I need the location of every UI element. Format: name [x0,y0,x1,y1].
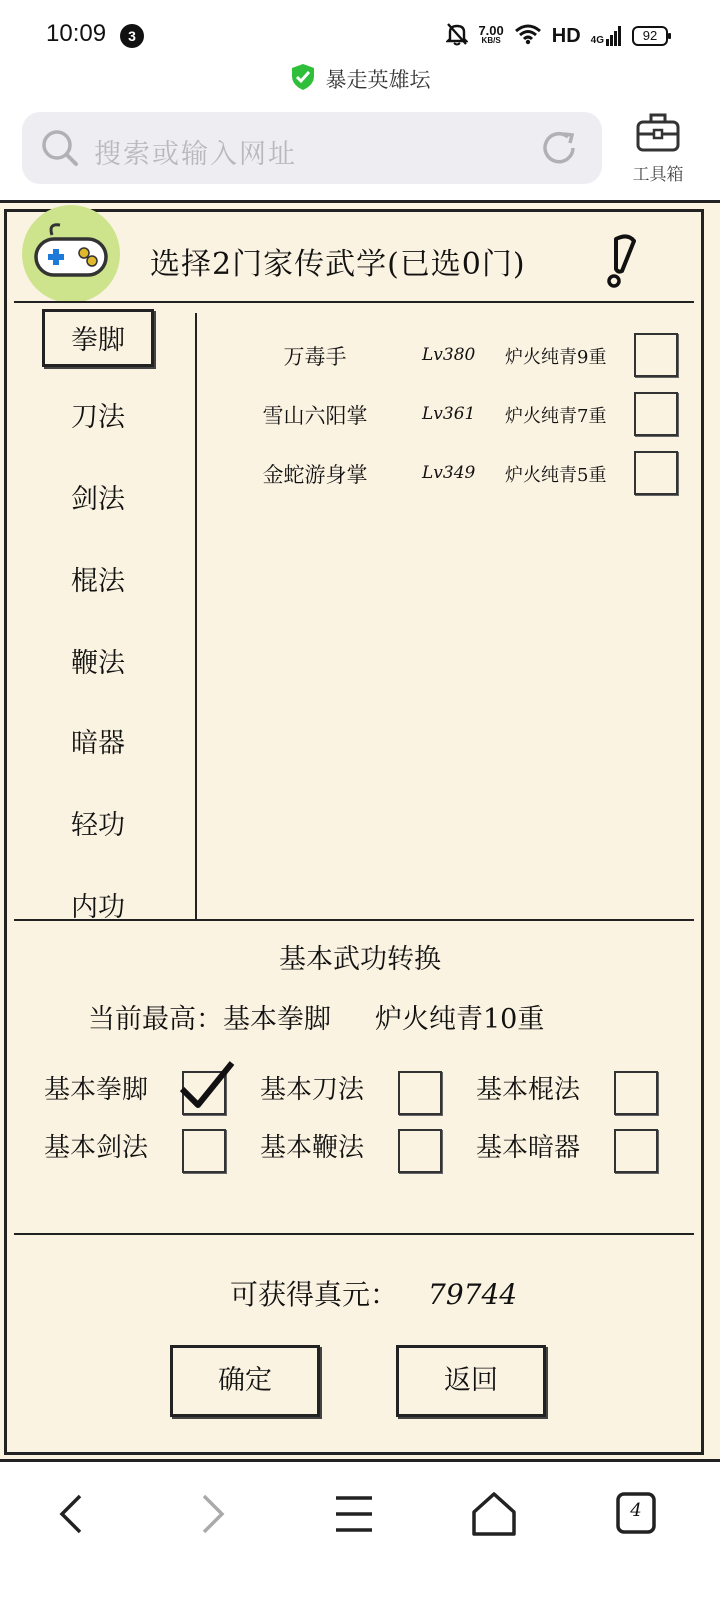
reward-label: 可获得真元： [230,1278,399,1311]
skill-name: 万毒手 [283,345,347,369]
skill-rank: 炉火纯青5重 [505,465,607,486]
category-tab-qinggong[interactable]: 轻功 [71,810,125,841]
menu-icon[interactable] [332,1490,376,1542]
gamepad-icon [22,288,120,307]
basic-option-checkbox[interactable] [182,1071,226,1115]
basic-option-checkbox[interactable] [614,1071,658,1115]
category-tab-daofa[interactable]: 刀法 [71,402,125,433]
category-tab-jianfa[interactable]: 剑法 [71,484,125,515]
status-icons [446,22,668,50]
network-speed: 7.00 KB/S [478,23,504,45]
list-divider [14,919,694,921]
category-tab-anqi[interactable]: 暗器 [71,728,125,759]
basic-option-checkbox[interactable] [398,1071,442,1115]
shield-check-icon [290,63,316,95]
basic-option-label: 基本剑法 [44,1133,149,1163]
skill-checkbox[interactable] [634,392,678,436]
notification-count-badge: 3 [120,24,144,48]
category-tab-quanjiao[interactable]: 拳脚 [42,309,154,367]
forward-arrow-icon[interactable] [192,1490,232,1542]
conversion-divider [14,1233,694,1235]
panel-title: 选择2门家传武学(已选0门) [150,247,526,282]
category-tab-gunfa[interactable]: 棍法 [71,566,125,597]
skill-checkbox[interactable] [634,333,678,377]
check-mark-icon [178,1059,238,1115]
hd-indicator: HD [551,24,581,47]
skill-name: 金蛇游身掌 [262,463,368,487]
site-title: 暴走英雄坛 [325,68,431,92]
status-time: 10:09 [46,20,107,47]
skill-checkbox[interactable] [634,451,678,495]
home-icon[interactable] [470,1490,518,1542]
game-panel [0,200,720,1462]
basic-option-label: 基本拳脚 [44,1075,149,1105]
toolbox-button[interactable] [616,110,700,190]
basic-option-label: 基本棍法 [476,1075,581,1105]
mute-bell-icon [446,22,468,51]
category-divider [195,313,197,921]
back-button[interactable]: 返回 [396,1345,546,1417]
address-placeholder: 搜索或输入网址 [94,139,297,170]
conversion-title: 基本武功转换 [279,944,441,975]
skill-rank: 炉火纯青7重 [505,406,607,427]
toolbox-icon [635,139,681,158]
skill-level: Lv361 [422,404,476,424]
confirm-button[interactable]: 确定 [170,1345,320,1417]
battery-indicator: 92 [632,26,668,46]
status-bar [0,0,720,70]
wifi-icon [514,23,542,50]
exclamation-icon[interactable] [600,233,640,295]
reward-value: 79744 [428,1278,518,1311]
basic-option-label: 基本暗器 [476,1133,581,1163]
category-tab-neigong[interactable]: 内功 [71,892,125,919]
basic-option-checkbox[interactable] [398,1129,442,1173]
signal-icon: 4G [591,26,622,46]
tabs-icon[interactable] [614,1490,658,1542]
skill-row[interactable] [240,451,700,501]
skill-row[interactable] [240,333,700,383]
skill-row[interactable] [240,392,700,442]
current-highest: 当前最高：基本拳脚 炉火纯青10重 [88,1004,545,1035]
browser-nav-bar [0,1462,720,1600]
gamepad-button[interactable] [22,205,120,303]
toolbox-label: 工具箱 [632,165,684,185]
skill-level: Lv380 [422,345,476,365]
tabs-count: 4 [630,1500,642,1521]
search-icon [40,128,80,172]
site-title-bar [0,62,720,96]
basic-option-label: 基本刀法 [260,1075,365,1105]
basic-option-label: 基本鞭法 [260,1133,365,1163]
address-bar[interactable] [22,112,602,184]
basic-option-checkbox[interactable] [182,1129,226,1173]
header-divider [14,301,694,303]
back-arrow-icon[interactable] [52,1490,92,1542]
skill-name: 雪山六阳掌 [262,404,368,428]
reload-icon[interactable] [540,128,580,172]
basic-option-checkbox[interactable] [614,1129,658,1173]
skill-level: Lv349 [422,463,476,483]
reward-line [230,1273,517,1313]
category-tab-bianfa[interactable]: 鞭法 [71,648,125,679]
skill-rank: 炉火纯青9重 [505,347,607,368]
